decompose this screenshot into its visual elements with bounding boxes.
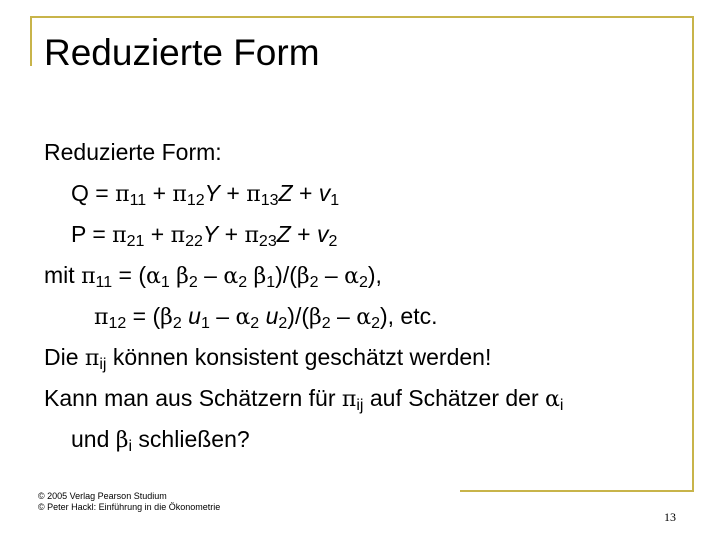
pi-symbol: π xyxy=(170,223,186,248)
alpha-symbol: α xyxy=(146,264,161,289)
operator: )/( xyxy=(287,303,310,329)
operator: + xyxy=(220,180,247,206)
question-continuation xyxy=(44,419,684,460)
subscript: i xyxy=(128,438,133,455)
variable-y: Y xyxy=(202,221,219,247)
variable-v: v xyxy=(317,221,329,247)
variable-z: Z xyxy=(278,180,293,206)
text: auf Schätzer der xyxy=(363,385,546,411)
equation-p xyxy=(44,214,684,255)
mit-label: mit xyxy=(44,262,82,288)
subscript: ij xyxy=(356,397,364,414)
subscript: 1 xyxy=(160,274,170,291)
alpha-symbol: α xyxy=(545,387,560,412)
frame-bottom-rule xyxy=(460,490,694,492)
beta-symbol: β xyxy=(176,264,189,289)
subscript: ij xyxy=(99,356,107,373)
pi-symbol: π xyxy=(84,346,100,371)
subscript: 2 xyxy=(309,274,319,291)
subscript: 2 xyxy=(328,233,338,250)
slide-title: Reduzierte Form xyxy=(44,32,320,73)
subscript: 22 xyxy=(185,233,203,250)
subscript: 12 xyxy=(186,192,205,209)
subscript: 21 xyxy=(126,233,145,250)
pi-symbol: π xyxy=(244,223,259,248)
operator: )/( xyxy=(275,262,297,288)
operator: – xyxy=(330,303,357,329)
operator: + xyxy=(146,180,173,206)
pi-symbol: π xyxy=(112,223,127,248)
subscript: 12 xyxy=(108,315,127,332)
subscript: 23 xyxy=(258,233,277,250)
subscript: 1 xyxy=(330,192,340,209)
subscript: 2 xyxy=(371,315,380,332)
heading-text: Reduzierte Form xyxy=(44,139,216,165)
copyright-publisher: © 2005 Verlag Pearson Studium xyxy=(38,491,167,501)
question-line xyxy=(44,378,684,419)
alpha-symbol: α xyxy=(344,264,359,289)
operator: ), xyxy=(367,262,382,288)
text: und xyxy=(71,426,116,452)
copyright-footer xyxy=(38,491,220,513)
subscript: 2 xyxy=(358,274,368,291)
subscript: 1 xyxy=(266,274,276,291)
eq-p-label: P = xyxy=(71,221,113,247)
subscript: 2 xyxy=(250,315,260,332)
text: Die xyxy=(44,344,85,370)
operator: + xyxy=(218,221,245,247)
equation-pi11 xyxy=(44,255,684,296)
subscript: 2 xyxy=(188,274,198,291)
beta-symbol: β xyxy=(309,305,322,330)
operator: + xyxy=(292,180,319,206)
consistency-statement xyxy=(44,337,684,378)
frame-left-rule xyxy=(30,16,32,66)
beta-symbol: β xyxy=(115,428,129,453)
variable-y: Y xyxy=(204,180,221,206)
subscript: i xyxy=(559,397,564,414)
operator: – xyxy=(209,303,236,329)
text: schließen? xyxy=(132,426,250,452)
subscript: 1 xyxy=(200,315,210,332)
operator: – xyxy=(318,262,345,288)
subscript: 2 xyxy=(172,315,182,332)
alpha-symbol: α xyxy=(235,305,251,330)
operator: ), etc. xyxy=(379,303,438,329)
pi-symbol: π xyxy=(341,387,357,412)
frame-right-rule xyxy=(692,16,694,492)
text: können konsistent geschätzt werden! xyxy=(106,344,492,370)
variable-u: u xyxy=(188,303,201,329)
operator: + xyxy=(144,221,171,247)
variable-u: u xyxy=(265,303,279,329)
eq-q-label: Q = xyxy=(71,180,116,206)
slide-body xyxy=(44,132,684,460)
subscript: 13 xyxy=(260,192,279,209)
variable-v: v xyxy=(318,180,331,206)
page-number: 13 xyxy=(664,510,676,524)
pi-symbol: π xyxy=(115,182,130,207)
subscript: 2 xyxy=(278,315,288,332)
subscript: 2 xyxy=(238,274,248,291)
text: Kann man aus Schätzern für xyxy=(44,385,342,411)
pi-symbol: π xyxy=(81,264,96,289)
equation-pi12 xyxy=(44,296,684,337)
heading-line xyxy=(44,132,684,173)
heading-colon: : xyxy=(215,139,222,165)
pi-symbol: π xyxy=(172,182,187,207)
pi-symbol: π xyxy=(94,305,109,330)
beta-symbol: β xyxy=(296,264,310,289)
operator: = ( xyxy=(112,262,147,288)
subscript: 11 xyxy=(129,192,147,209)
equation-q xyxy=(44,173,684,214)
operator: – xyxy=(197,262,224,288)
alpha-symbol: α xyxy=(223,264,239,289)
beta-symbol: β xyxy=(253,264,267,289)
copyright-author: © Peter Hackl: Einführung in die Ökonometrie xyxy=(38,502,221,512)
frame-top-rule xyxy=(30,16,694,18)
subscript: 11 xyxy=(95,274,113,291)
alpha-symbol: α xyxy=(356,305,372,330)
operator: + xyxy=(290,221,317,247)
subscript: 2 xyxy=(321,315,331,332)
beta-symbol: β xyxy=(160,305,173,330)
pi-symbol: π xyxy=(246,182,261,207)
operator: = ( xyxy=(126,303,161,329)
variable-z: Z xyxy=(276,221,291,247)
